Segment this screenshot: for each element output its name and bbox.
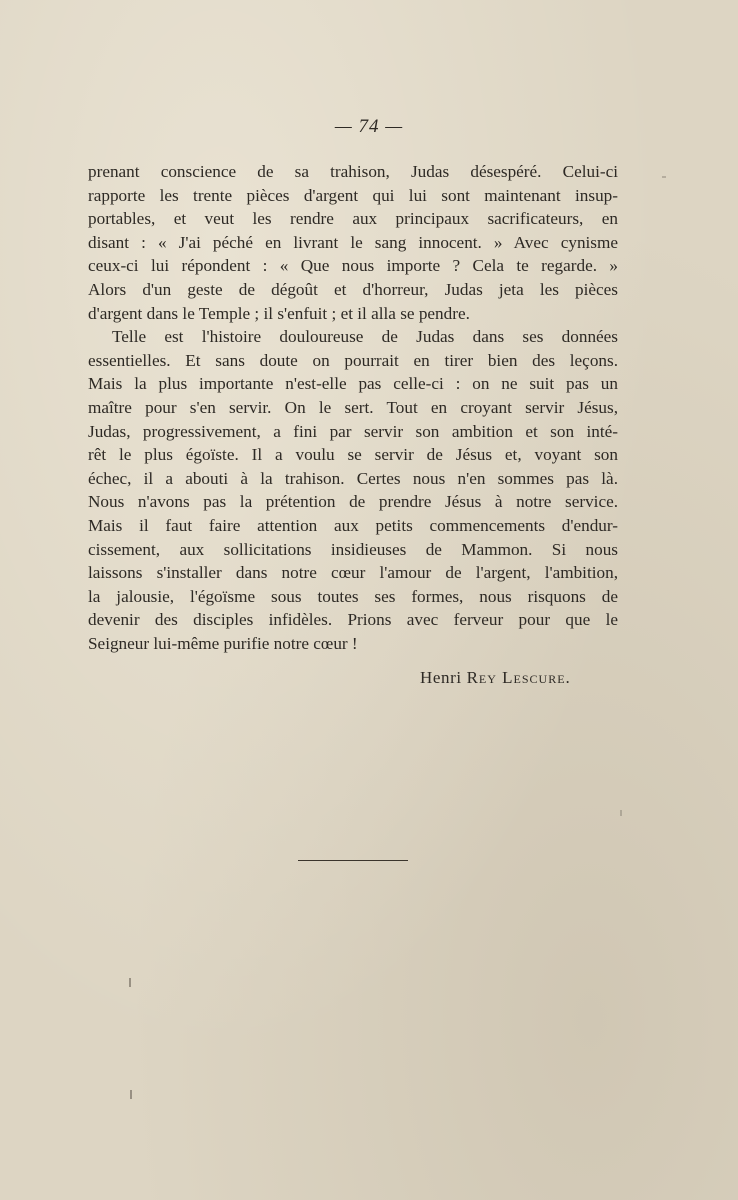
text-line: essentielles. Et sans doute on pourrait en tirer bien des leçons. [88, 350, 618, 370]
paper-speck [662, 176, 666, 178]
text-line: échec, il a abouti à la trahison. Certes nous n'en sommes pas là. [88, 468, 618, 488]
text-line: d'argent dans le Temple ; il s'enfuit ; et il alla se pendre. [88, 303, 470, 323]
paragraph-1 [88, 160, 618, 325]
text-line: Mais la plus importante n'est-elle pas celle-ci : on ne suit pas un [88, 374, 618, 394]
author-last-name: Rey Lescure. [466, 668, 571, 687]
paragraph-2 [88, 325, 618, 655]
text-line: rapporte les trente pièces d'argent qui lui sont maintenant insup- [88, 185, 618, 205]
page-number: — 74 — [334, 116, 404, 137]
text-line: prenant conscience de sa trahison, Judas désespéré. Celui-ci [88, 162, 618, 181]
paper-speck [130, 1090, 132, 1099]
paper-speck [129, 978, 131, 987]
text-line: rêt le plus égoïste. Il a voulu se servir de Jésus et, voyant son [88, 445, 618, 465]
text-line: Judas, progressivement, a fini par servir son ambition et son inté- [88, 421, 618, 441]
author-first-name: Henri [420, 668, 462, 687]
paper-speck [620, 810, 622, 816]
text-line: cissement, aux sollicitations insidieuses de Mammon. Si nous [88, 539, 618, 559]
text-line: portables, et veut les rendre aux principaux sacrificateurs, en [88, 209, 618, 229]
text-line: maître pour s'en servir. On le sert. Tout en croyant servir Jésus, [88, 397, 618, 417]
section-divider [298, 860, 408, 861]
text-line: Alors d'un geste de dégoût et d'horreur, Judas jeta les pièces [88, 279, 618, 299]
text-line: Seigneur lui-même purifie notre cœur ! [88, 633, 358, 653]
body-text [88, 160, 618, 655]
text-line: Mais il faut faire attention aux petits commencements d'endur- [88, 515, 618, 535]
text-line: ceux-ci lui répondent : « Que nous importe ? Cela te regarde. » [88, 256, 618, 276]
text-line: Telle est l'histoire douloureuse de Judas dans ses données [112, 327, 618, 347]
author-signature [420, 668, 571, 688]
text-line: la jalousie, l'égoïsme sous toutes ses formes, nous risquons de [88, 586, 618, 606]
text-line: disant : « J'ai péché en livrant le sang innocent. » Avec cynisme [88, 232, 618, 252]
text-line: Nous n'avons pas la prétention de prendre Jésus à notre service. [88, 492, 618, 512]
text-line: laissons s'installer dans notre cœur l'amour de l'argent, l'ambition, [88, 563, 618, 583]
text-line: devenir des disciples infidèles. Prions avec ferveur pour que le [88, 610, 618, 630]
